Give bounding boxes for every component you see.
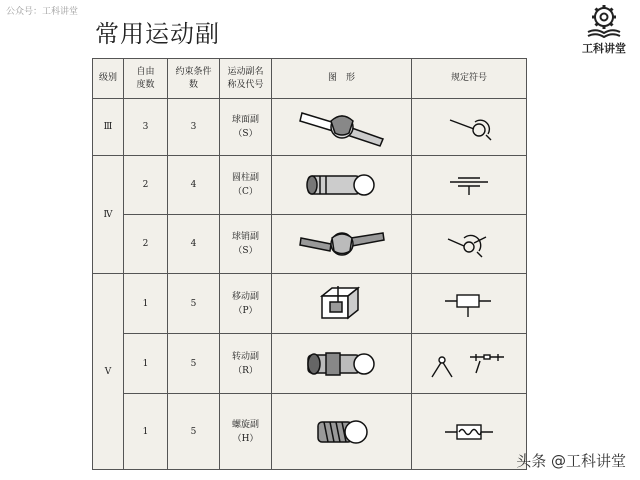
- logo-text: 工科讲堂: [582, 42, 626, 55]
- bottom-watermark: 头条 @工科讲堂: [516, 452, 626, 470]
- pair-code: （P）: [233, 305, 258, 316]
- constraints-cell: 3: [168, 99, 220, 156]
- pair-code: （S）: [233, 129, 258, 139]
- table-row: [93, 274, 527, 334]
- constraints-cell: 4: [168, 215, 220, 274]
- pair-code: （R）: [233, 365, 258, 376]
- header-constraints: 约束条件数: [168, 59, 220, 99]
- top-watermark: 公众号：工科讲堂: [6, 7, 79, 17]
- helical-joint-symbol-icon: [441, 420, 497, 444]
- table-row: [93, 156, 527, 215]
- symbol-cell: [412, 215, 527, 274]
- pair-name: 球销副: [231, 232, 259, 242]
- dof-cell: 2: [124, 156, 168, 215]
- page-title: 常用运动副: [95, 20, 220, 48]
- symbol-cell: [412, 274, 527, 334]
- dof-cell: 1: [124, 394, 168, 470]
- figure-cell: [272, 334, 412, 394]
- name-cell: [220, 394, 272, 470]
- level-cell: Ⅲ: [93, 99, 124, 156]
- name-cell: [220, 156, 272, 215]
- constraints-cell: 5: [168, 274, 220, 334]
- dof-cell: 1: [124, 334, 168, 394]
- cylindrical-joint-figure-icon: [302, 167, 382, 203]
- header-figure: 图 形: [272, 59, 412, 99]
- table-row: [93, 99, 527, 156]
- pair-code: （H）: [232, 433, 259, 444]
- ball-pin-joint-symbol-icon: [444, 229, 494, 259]
- name-cell: [220, 274, 272, 334]
- symbol-cell: [412, 156, 527, 215]
- header-level: 级别: [93, 59, 124, 99]
- kinematic-pair-table: [92, 58, 527, 470]
- constraints-cell: 4: [168, 156, 220, 215]
- symbol-cell: [412, 394, 527, 470]
- pair-name: 移动副: [231, 291, 259, 302]
- revolute-joint-figure-icon: [302, 346, 382, 382]
- prismatic-joint-symbol-icon: [441, 287, 497, 321]
- prismatic-joint-figure-icon: [312, 282, 372, 326]
- name-cell: [220, 99, 272, 156]
- gear-book-logo-icon: [584, 2, 624, 42]
- brand-logo: [574, 2, 634, 56]
- figure-cell: [272, 215, 412, 274]
- figure-cell: [272, 156, 412, 215]
- header-symbol: 规定符号: [412, 59, 527, 99]
- ball-joint-symbol-icon: [444, 112, 494, 142]
- pair-name: 球面副: [231, 115, 259, 125]
- level-cell: Ⅳ: [93, 156, 124, 274]
- dof-cell: 3: [124, 99, 168, 156]
- symbol-cell: [412, 99, 527, 156]
- constraints-cell: 5: [168, 394, 220, 470]
- figure-cell: [272, 394, 412, 470]
- header-name: 运动副名称及代号: [220, 59, 272, 99]
- level-cell: Ⅴ: [93, 274, 124, 470]
- header-dof: 自由度数: [124, 59, 168, 99]
- figure-cell: [272, 274, 412, 334]
- cylindrical-joint-symbol-icon: [444, 172, 494, 198]
- kinematic-pair-table-scan: [92, 58, 526, 470]
- pair-name: 螺旋副: [231, 419, 259, 430]
- dof-cell: 1: [124, 274, 168, 334]
- constraints-cell: 5: [168, 334, 220, 394]
- name-cell: [220, 334, 272, 394]
- table-row: [93, 334, 527, 394]
- helical-joint-figure-icon: [310, 412, 374, 452]
- dof-cell: 2: [124, 215, 168, 274]
- figure-cell: [272, 99, 412, 156]
- symbol-cell: [412, 334, 527, 394]
- table-row: [93, 215, 527, 274]
- pair-code: （S）: [233, 246, 258, 256]
- table-row: [93, 394, 527, 470]
- ball-pin-joint-figure-icon: [297, 224, 387, 264]
- pair-name: 转动副: [231, 351, 259, 362]
- table-header-row: [93, 59, 527, 99]
- pair-name: 圆柱副: [231, 173, 259, 183]
- pair-code: （C）: [233, 187, 258, 197]
- name-cell: [220, 215, 272, 274]
- ball-joint-figure-icon: [297, 105, 387, 149]
- revolute-joint-symbol-icon: [424, 347, 514, 381]
